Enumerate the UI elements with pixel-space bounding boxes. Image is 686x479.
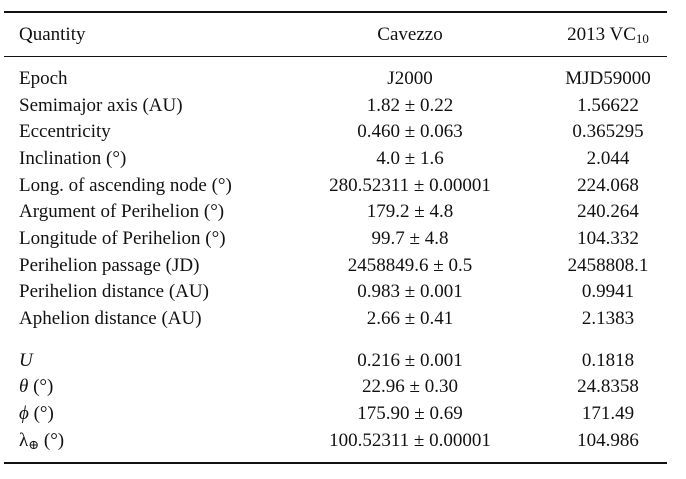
header-cavezzo: Cavezzo	[377, 24, 443, 45]
cavezzo-value: 0.216 ± 0.001	[357, 350, 463, 371]
row-unit: (°)	[39, 430, 65, 451]
row-label: Longitude of Perihelion (°)	[19, 228, 226, 249]
vc10-value: 104.332	[577, 228, 639, 249]
symbol-u: U	[19, 350, 33, 371]
header-row	[0, 21, 686, 48]
symbol-theta: θ	[19, 376, 29, 397]
row-label	[19, 427, 64, 454]
row-label	[19, 400, 54, 427]
cavezzo-value: 2.66 ± 0.41	[366, 308, 454, 329]
symbol-phi: ϕ	[19, 403, 29, 424]
table-row	[0, 198, 686, 225]
header-rule	[4, 56, 667, 57]
cavezzo-value: 4.0 ± 1.6	[376, 148, 444, 169]
row-label	[19, 347, 33, 374]
vc10-value: 0.1818	[581, 350, 635, 371]
header-2013vc10	[548, 21, 668, 48]
header-quantity: Quantity	[19, 24, 86, 45]
row-label: Perihelion passage (JD)	[19, 255, 200, 276]
vc10-value: 24.8358	[577, 376, 639, 397]
table-row	[0, 172, 686, 199]
row-label: Perihelion distance (AU)	[19, 281, 209, 302]
cavezzo-value: 179.2 ± 4.8	[366, 201, 454, 222]
cavezzo-value: 22.96 ± 0.30	[362, 376, 458, 397]
cavezzo-value: 2458849.6 ± 0.5	[347, 255, 473, 276]
top-rule	[4, 11, 667, 13]
cavezzo-value: J2000	[387, 68, 433, 89]
row-label	[19, 373, 53, 400]
vc10-value: 0.365295	[572, 121, 644, 142]
table-row	[0, 278, 686, 305]
row-label: Eccentricity	[19, 121, 111, 142]
cavezzo-value: 99.7 ± 4.8	[371, 228, 449, 249]
cavezzo-value: 0.460 ± 0.063	[357, 121, 463, 142]
row-unit: (°)	[28, 376, 54, 397]
table-row	[0, 347, 686, 374]
vc10-value: 224.068	[577, 175, 639, 196]
table-row	[0, 252, 686, 279]
row-label: Semimajor axis (AU)	[19, 95, 183, 116]
vc10-value: MJD59000	[565, 68, 651, 89]
row-unit: (°)	[28, 403, 54, 424]
table-row	[0, 65, 686, 92]
table-row	[0, 305, 686, 332]
header-2013vc10-sub: 10	[635, 31, 649, 46]
symbol-earth-sub: ⊕	[28, 437, 40, 452]
row-label: Aphelion distance (AU)	[19, 308, 202, 329]
row-label: Epoch	[19, 68, 68, 89]
table-row	[0, 373, 686, 400]
table-row	[0, 400, 686, 427]
table-row	[0, 225, 686, 252]
vc10-value: 0.9941	[581, 281, 635, 302]
cavezzo-value: 1.82 ± 0.22	[366, 95, 454, 116]
table-row	[0, 118, 686, 145]
cavezzo-value: 100.52311 ± 0.00001	[329, 430, 491, 451]
vc10-value: 2.044	[586, 148, 630, 169]
table-row	[0, 145, 686, 172]
table-row	[0, 92, 686, 119]
vc10-value: 2.1383	[581, 308, 635, 329]
row-label: Inclination (°)	[19, 148, 127, 169]
vc10-value: 1.56622	[577, 95, 639, 116]
header-2013vc10-main: 2013 VC	[567, 24, 636, 45]
row-label: Argument of Perihelion (°)	[19, 201, 225, 222]
cavezzo-value: 175.90 ± 0.69	[357, 403, 463, 424]
symbol-lambda: λ	[19, 430, 29, 451]
vc10-value: 171.49	[581, 403, 635, 424]
bottom-rule	[4, 462, 667, 464]
table-row	[0, 427, 686, 454]
vc10-value: 240.264	[577, 201, 639, 222]
row-label: Long. of ascending node (°)	[19, 175, 232, 196]
vc10-value: 2458808.1	[567, 255, 649, 276]
cavezzo-value: 280.52311 ± 0.00001	[329, 175, 491, 196]
vc10-value: 104.986	[577, 430, 639, 451]
cavezzo-value: 0.983 ± 0.001	[357, 281, 463, 302]
